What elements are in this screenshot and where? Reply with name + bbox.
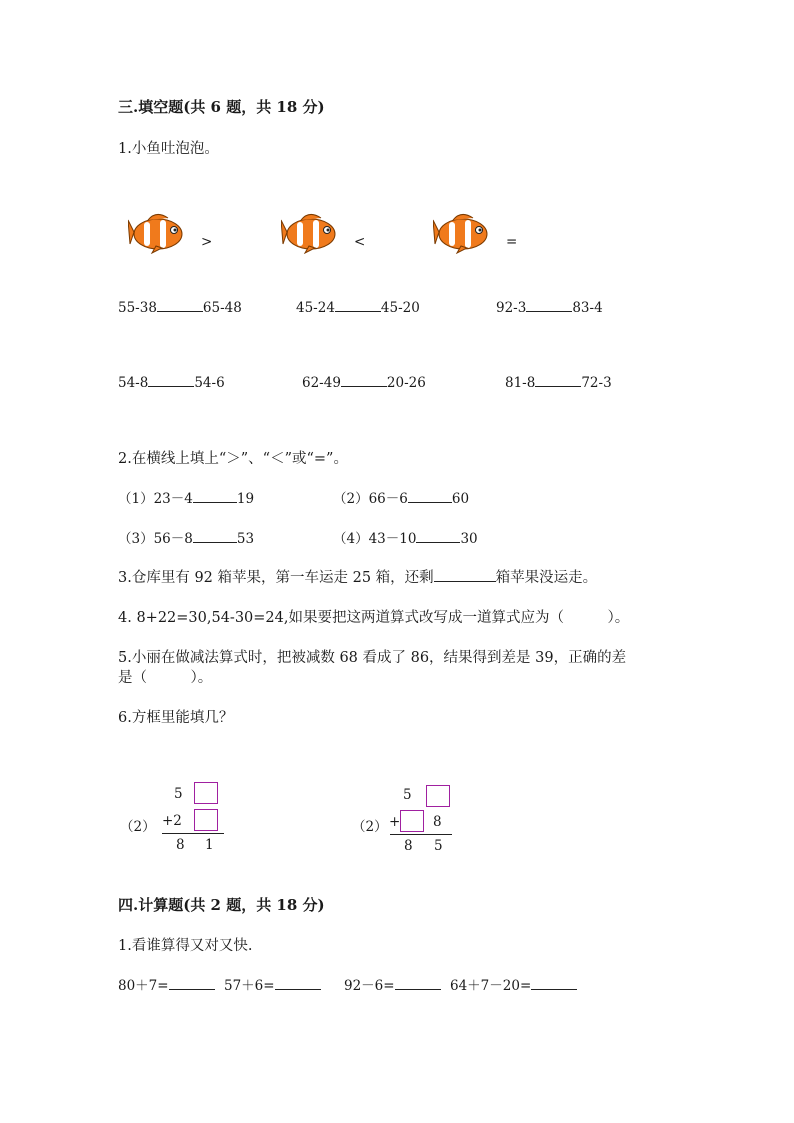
compare-item: （4）43－10 30 <box>333 527 478 547</box>
answer-blank[interactable] <box>408 488 452 503</box>
answer-blank[interactable] <box>193 528 237 543</box>
q6-right-label: （2） <box>352 819 388 835</box>
clownfish-icon <box>281 210 341 254</box>
section-4-title: 四.计算题(共 2 题，共 18 分) <box>118 896 325 914</box>
q6-right-result-tens: 8 <box>404 838 413 854</box>
q6-left-result-tens: 8 <box>176 837 185 853</box>
compare-item: （1）23－4 19 <box>118 487 254 507</box>
answer-blank[interactable] <box>193 488 237 503</box>
equals-symbol: = <box>506 234 518 250</box>
q6-right-sign: + <box>389 814 401 830</box>
digit-box[interactable] <box>400 810 424 832</box>
digit-box[interactable] <box>426 785 450 807</box>
answer-blank[interactable] <box>434 567 496 582</box>
q2-prompt: 2.在横线上填上“＞”、“＜”或“=”。 <box>118 451 348 467</box>
digit-box[interactable] <box>194 809 218 831</box>
q6-left-result-ones: 1 <box>205 837 214 853</box>
compare-item: （3）56－8 53 <box>118 527 254 547</box>
answer-blank[interactable] <box>335 297 381 312</box>
q6-left-op: +2 <box>162 813 182 829</box>
q5-line-2: 是（ ）。 <box>118 670 213 686</box>
answer-blank[interactable] <box>395 975 441 990</box>
q6-left-top-digit: 5 <box>174 786 183 802</box>
answer-blank[interactable] <box>275 975 321 990</box>
compare-item: 92-3 83-4 <box>496 297 603 316</box>
section-3-title: 三.填空题(共 6 题，共 18 分) <box>118 98 325 116</box>
calc-item: 92－6= <box>344 974 441 994</box>
compare-item: 45-24 45-20 <box>296 297 420 316</box>
answer-blank[interactable] <box>157 297 203 312</box>
answer-blank[interactable] <box>148 372 194 387</box>
sum-line <box>162 833 224 834</box>
greater-than-symbol: > <box>201 234 213 250</box>
clownfish-icon <box>433 210 493 254</box>
clownfish-icon <box>128 210 188 254</box>
compare-item: 81-8 72-3 <box>505 372 612 391</box>
calc-item: 80＋7= <box>118 974 215 994</box>
sum-line <box>390 834 452 835</box>
compare-item: （2）66－6 60 <box>333 487 469 507</box>
q6-prompt: 6.方框里能填几？ <box>118 710 234 726</box>
q6-left-label: （2） <box>120 819 156 835</box>
answer-blank[interactable] <box>341 372 387 387</box>
q6-right-second-digit: 8 <box>433 814 442 830</box>
answer-blank[interactable] <box>169 975 215 990</box>
q4-text: 4. 8+22=30,54-30=24,如果要把这两道算式改写成一道算式应为（ ）。 <box>118 610 630 626</box>
calc-item: 64＋7－20= <box>450 974 577 994</box>
less-than-symbol: < <box>354 234 366 250</box>
compare-item: 62-49 20-26 <box>302 372 426 391</box>
digit-box[interactable] <box>194 782 218 804</box>
q1-prompt: 1.小鱼吐泡泡。 <box>118 141 219 157</box>
answer-blank[interactable] <box>535 372 581 387</box>
q5-line-1: 5.小丽在做减法算式时，把被减数 68 看成了 86，结果得到差是 39，正确的差 <box>118 650 627 666</box>
q6-right-result-ones: 5 <box>434 838 443 854</box>
q6-right-top-digit: 5 <box>403 787 412 803</box>
answer-blank[interactable] <box>526 297 572 312</box>
compare-item: 55-38 65-48 <box>118 297 242 316</box>
q3-text: 3.仓库里有 92 箱苹果，第一车运走 25 箱，还剩 箱苹果没运走。 <box>118 566 597 587</box>
compare-item: 54-8 54-6 <box>118 372 225 391</box>
answer-blank[interactable] <box>531 975 577 990</box>
s4-q1-prompt: 1.看谁算得又对又快. <box>118 938 253 954</box>
answer-blank[interactable] <box>416 528 460 543</box>
calc-item: 57＋6= <box>224 974 321 994</box>
